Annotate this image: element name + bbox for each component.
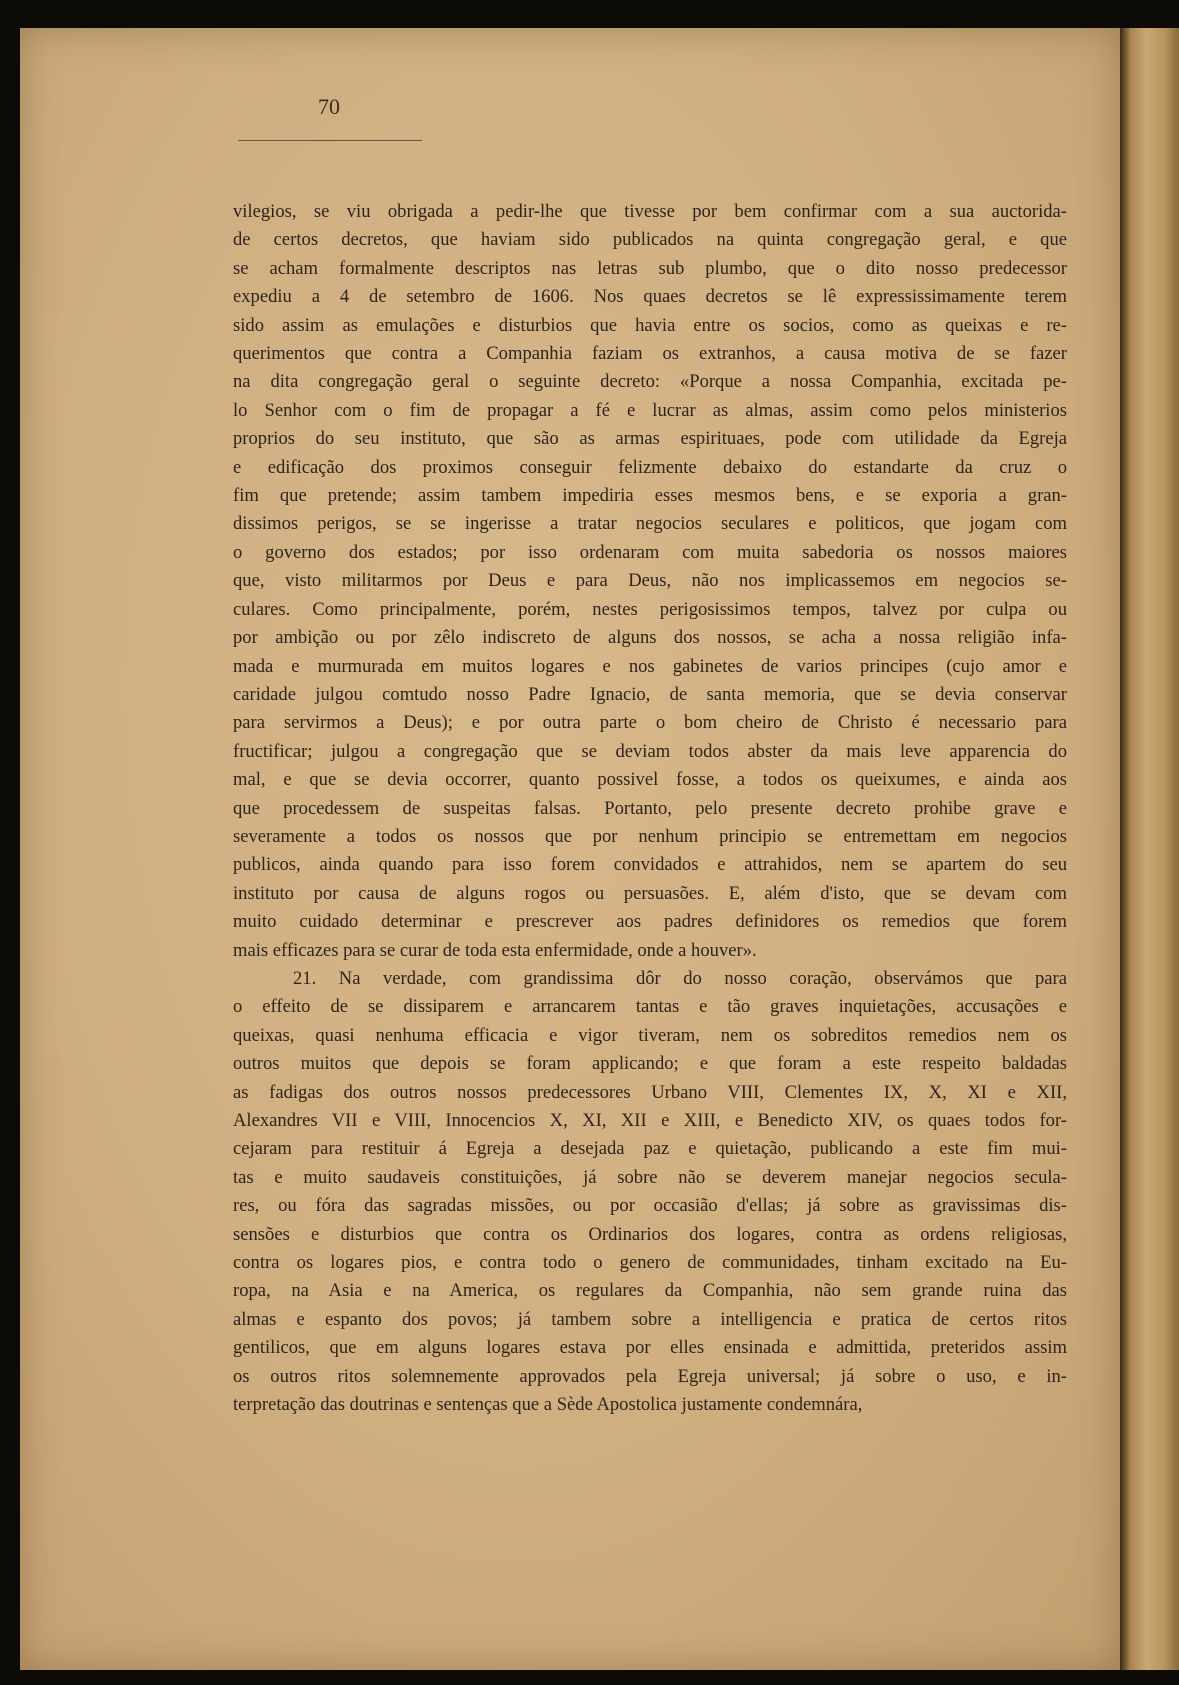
text-line: que procedessem de suspeitas falsas. Portanto, pelo presente decreto prohibe grave e <box>233 797 1067 819</box>
text-line: os outros ritos solemnemente approvados pela Egreja universal; já sobre o uso, e in- <box>233 1365 1067 1387</box>
text-line: que, visto militarmos por Deus e para Deus, não nos implicassemos em negocios se- <box>233 570 1067 592</box>
text-line: o effeito de se dissiparem e arrancarem tantas e tão graves inquietações, accusações e <box>233 996 1067 1018</box>
text-line: caridade julgou comtudo nosso Padre Ignacio, de santa memoria, que se devia conservar <box>233 683 1067 705</box>
text-line: por ambição ou por zêlo indiscreto de alguns dos nossos, se acha a nossa religião infa- <box>233 627 1067 649</box>
text-line: mal, e que se devia occorrer, quanto possivel fosse, a todos os queixumes, e ainda aos <box>233 769 1067 791</box>
text-line: almas e espanto dos povos; já tambem sobre a intelligencia e pratica de certos ritos <box>233 1308 1067 1330</box>
text-line: cejaram para restituir á Egreja a desejada paz e quietação, publicando a este fim mui- <box>233 1138 1067 1160</box>
text-line: outros muitos que depois se foram applicando; e que foram a este respeito baldadas <box>233 1053 1067 1075</box>
text-line: contra os logares pios, e contra todo o genero de communidades, tinham excitado na Eu- <box>233 1252 1067 1274</box>
text-line: sido assim as emulações e disturbios que havia entre os socios, como as queixas e re- <box>233 314 1067 336</box>
text-line: e edificação dos proximos conseguir felizmente debaixo do estandarte da cruz o <box>233 456 1067 478</box>
text-line: para servirmos a Deus); e por outra parte o bom cheiro de Christo é necessario para <box>233 712 1067 734</box>
text-line: vilegios, se viu obrigada a pedir-lhe que tivesse por bem confirmar com a sua auctorida- <box>233 201 1067 222</box>
header-rule <box>238 140 422 141</box>
text-line: instituto por causa de alguns rogos ou persuasões. E, além d'isto, que se devam com <box>233 882 1067 904</box>
text-line: tas e muito saudaveis constituições, já sobre não se deverem manejar negocios secula- <box>233 1166 1067 1188</box>
text-line: proprios do seu instituto, que são as armas espirituaes, pode com utilidade da Egreja <box>233 428 1067 450</box>
text-line: mais efficazes para se curar de toda esta enfermidade, onde a houver». <box>233 939 757 961</box>
text-line: fim que pretende; assim tambem impediria esses mesmos bens, e se exporia a gran- <box>233 485 1067 507</box>
page-gutter-edge <box>1120 28 1179 1670</box>
text-line: ropa, na Asia e na America, os regulares da Companhia, não sem grande ruina das <box>233 1280 1067 1302</box>
text-line: de certos decretos, que haviam sido publicados na quinta congregação geral, e que <box>233 229 1067 251</box>
text-line: muito cuidado determinar e prescrever aos padres definidores os remedios que forem <box>233 911 1067 933</box>
text-line: na dita congregação geral o seguinte decreto: «Porque a nossa Companhia, excitada pe- <box>233 371 1067 393</box>
text-line: mada e murmurada em muitos logares e nos gabinetes de varios principes (cujo amor e <box>233 655 1067 677</box>
text-line: severamente a todos os nossos que por nenhum principio se entremettam em negocios <box>233 825 1067 847</box>
text-line: sensões e disturbios que contra os Ordinarios dos logares, contra as ordens religiosas, <box>233 1223 1067 1245</box>
text-line: queixas, quasi nenhuma efficacia e vigor tiveram, nem os sobreditos remedios nem os <box>233 1024 1067 1046</box>
text-line: lo Senhor com o fim de propagar a fé e lucrar as almas, assim como pelos ministerios <box>233 399 1067 421</box>
text-line: expediu a 4 de setembro de 1606. Nos quaes decretos se lê expressissimamente terem <box>233 286 1067 308</box>
text-line: culares. Como principalmente, porém, nestes perigosissimos tempos, talvez por culpa ou <box>233 598 1067 620</box>
text-line: publicos, ainda quando para isso forem convidados e attrahidos, nem se apartem do seu <box>233 854 1067 876</box>
text-line: fructificar; julgou a congregação que se deviam todos abster da mais leve apparencia do <box>233 740 1067 762</box>
text-line: as fadigas dos outros nossos predecessores Urbano VIII, Clementes IX, X, XI e XII, <box>233 1081 1067 1103</box>
text-line: querimentos que contra a Companhia faziam os extranhos, a causa motiva de se fazer <box>233 343 1067 365</box>
text-line: gentilicos, que em alguns logares estava por elles ensinada e admittida, preteridos assim <box>233 1337 1067 1359</box>
page-number: 70 <box>318 94 340 119</box>
text-line: Alexandres VII e VIII, Innocencios X, XI, XII e XIII, e Benedicto XIV, os quaes todos for- <box>233 1110 1067 1131</box>
text-line: dissimos perigos, se se ingerisse a tratar negocios seculares e politicos, que jogam com <box>233 513 1067 535</box>
text-line: se acham formalmente descriptos nas letras sub plumbo, que o dito nosso predecessor <box>233 257 1067 279</box>
body-text <box>233 198 1067 1419</box>
text-line: 21. Na verdade, com grandissima dôr do nosso coração, observámos que para <box>293 967 1067 989</box>
text-line: terpretação das doutrinas e sentenças que a Sède Apostolica justamente condemnára, <box>233 1394 863 1416</box>
text-line: o governo dos estados; por isso ordenaram com muita sabedoria os nossos maiores <box>233 541 1067 563</box>
text-line: res, ou fóra das sagradas missões, ou por occasião d'ellas; já sobre as gravissimas dis- <box>233 1195 1067 1217</box>
